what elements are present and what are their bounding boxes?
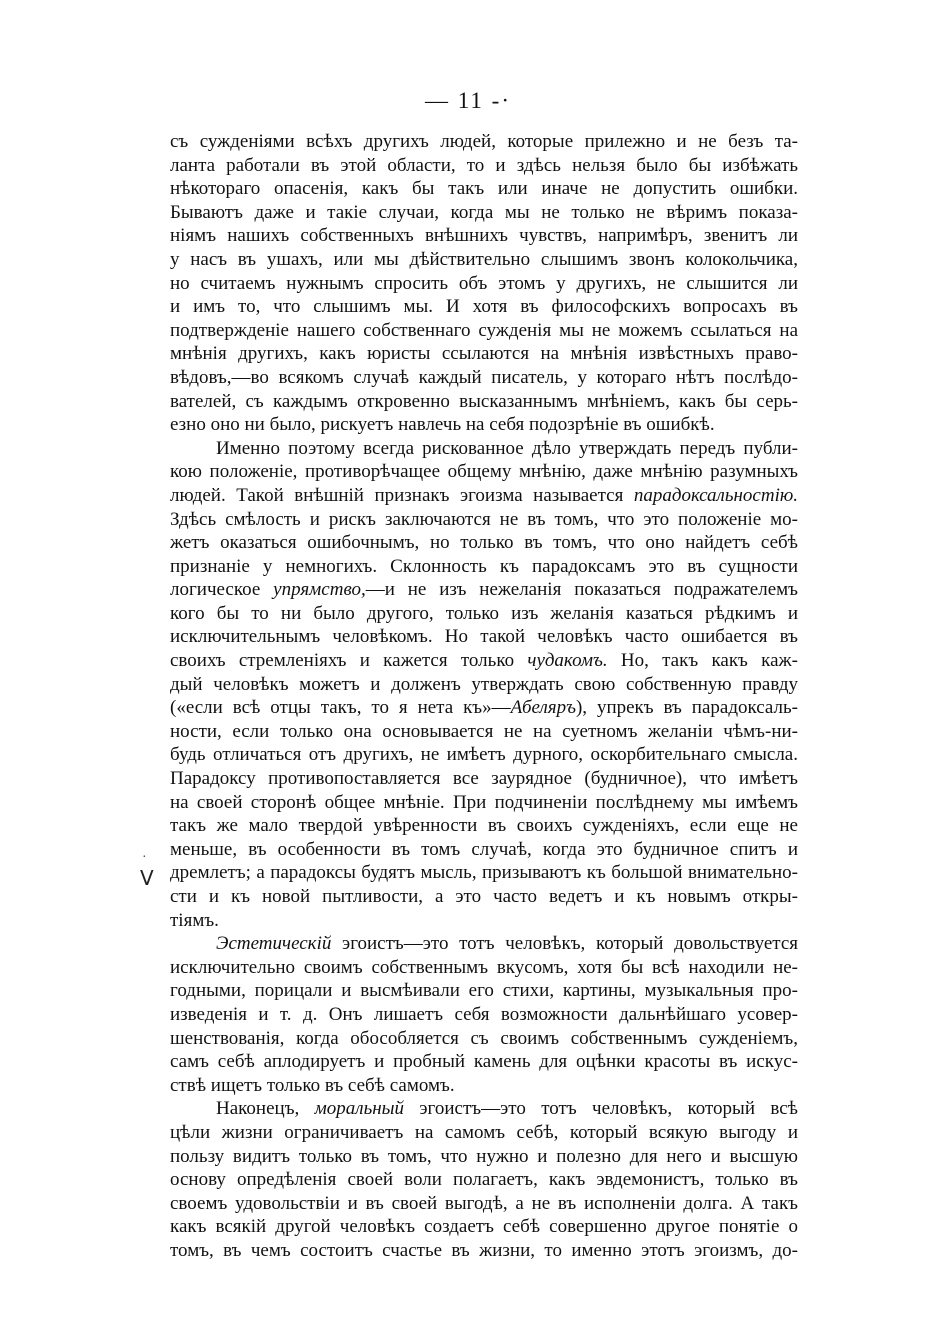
text-run: нѣкотораго опасенія, какъ бы такъ или иначе не допустить ошибки. bbox=[170, 178, 798, 200]
text-line bbox=[170, 1145, 798, 1169]
text-run: такъ же мало твердой увѣренности въ своихъ сужденіяхъ, если еще не bbox=[170, 815, 798, 837]
text-run: основу опредѣленія своей воли полагаетъ, какъ эвдемонистъ, только въ bbox=[170, 1169, 798, 1191]
margin-check-mark: V bbox=[140, 866, 154, 890]
text-line bbox=[170, 177, 798, 201]
text-line bbox=[170, 696, 798, 720]
text-run: пользу видитъ только въ томъ, что нужно и полезно для него и высшую bbox=[170, 1145, 798, 1167]
text-run: тіямъ. bbox=[170, 909, 219, 931]
text-line bbox=[170, 201, 798, 225]
text-line bbox=[170, 956, 798, 980]
text-line bbox=[170, 1215, 798, 1239]
text-run: Именно поэтому всегда рискованное дѣло утверждать передъ публи- bbox=[216, 437, 798, 459]
text-line bbox=[170, 838, 798, 862]
text-line bbox=[170, 602, 798, 626]
text-run: съ сужденіями всѣхъ другихъ людей, которые прилежно и не безъ та- bbox=[170, 131, 798, 152]
text-line bbox=[170, 885, 798, 909]
text-line bbox=[170, 1074, 798, 1098]
margin-dot: · bbox=[142, 850, 147, 865]
text-line bbox=[170, 1027, 798, 1051]
text-line bbox=[170, 224, 798, 248]
text-line bbox=[170, 154, 798, 178]
text-run: ), упрекъ въ парадоксаль- bbox=[575, 697, 798, 719]
text-run: езно оно ни было, рискуетъ навлечь на себя подозрѣніе въ ошибкѣ. bbox=[170, 414, 715, 436]
text-line bbox=[170, 932, 798, 956]
text-run: Но, такъ какъ каж- bbox=[607, 650, 798, 672]
text-line bbox=[170, 791, 798, 815]
text-line bbox=[170, 979, 798, 1003]
italic-term: Эстетическій bbox=[216, 933, 332, 955]
text-run: кого бы то ни было другого, только изъ желанія казаться рѣдкимъ и bbox=[170, 602, 798, 624]
italic-term: Абеляръ bbox=[510, 697, 576, 719]
text-line bbox=[170, 366, 798, 390]
text-run: —и не изъ нежеланія показаться подражателемъ bbox=[365, 579, 798, 601]
text-run: своемъ удовольствіи и въ своей выгодѣ, а не въ исполненіи долга. А такъ bbox=[170, 1192, 798, 1214]
text-line bbox=[170, 272, 798, 296]
text-run: томъ, въ чемъ состоитъ счастье въ жизни, то именно этотъ эгоизмъ, до- bbox=[170, 1239, 798, 1261]
text-run: какъ всякій другой человѣкъ создаетъ себѣ совершенно другое понятіе о bbox=[170, 1216, 798, 1238]
text-line bbox=[170, 814, 798, 838]
text-run: будь отличаться отъ другихъ, не имѣетъ дурного, оскорбительнаго смысла. bbox=[170, 744, 798, 766]
text-run: Наконецъ, bbox=[216, 1098, 315, 1120]
text-line bbox=[170, 649, 798, 673]
text-line bbox=[170, 460, 798, 484]
text-run: эгоистъ—это тотъ человѣкъ, который довольствуется bbox=[331, 933, 798, 955]
text-run: дремлетъ; а парадоксы будятъ мысль, призываютъ къ большой внимательно- bbox=[170, 862, 798, 884]
text-line bbox=[170, 248, 798, 272]
text-line bbox=[170, 861, 798, 885]
text-run: и имъ то, что слышимъ мы. И хотя въ философскихъ вопросахъ въ bbox=[170, 296, 798, 318]
text-run: ланта работали въ этой области, то и здѣсь нельзя было бы избѣжать bbox=[170, 154, 798, 176]
text-line bbox=[170, 1097, 798, 1121]
text-line bbox=[170, 508, 798, 532]
text-run: изведенія и т. д. Онъ лишаетъ себя возможности дальнѣйшаго усовер- bbox=[170, 1003, 798, 1025]
text-line bbox=[170, 437, 798, 461]
text-line bbox=[170, 743, 798, 767]
text-run: ніямъ нашихъ собственныхъ внѣшнихъ чувствъ, напримѣръ, звенитъ ли bbox=[170, 225, 798, 247]
text-run: исключительно своимъ собственнымъ вкусомъ, хотя бы всѣ находили не- bbox=[170, 956, 798, 978]
text-run: Здѣсь смѣлость и рискъ заключаются не въ томъ, что это положеніе мо- bbox=[170, 508, 798, 530]
text-run: сти и къ новой пытливости, а это часто ведетъ и къ новымъ откры- bbox=[170, 886, 798, 907]
text-line bbox=[170, 1192, 798, 1216]
text-run: на своей сторонѣ общее мнѣніе. При подчиненіи послѣднему мы имѣемъ bbox=[170, 791, 798, 813]
text-run: самъ себѣ аплодируетъ и пробный камень для оцѣнки красоты въ искус- bbox=[170, 1051, 798, 1073]
text-run: своихъ стремленіяхъ и кажется только bbox=[170, 650, 528, 672]
text-run: шенствованія, когда обособляется съ своимъ собственнымъ сужденіемъ, bbox=[170, 1027, 798, 1049]
text-line bbox=[170, 319, 798, 343]
italic-term: моральный bbox=[314, 1098, 405, 1120]
text-run: у насъ въ ушахъ, или мы дѣйствительно слышимъ звонъ колокольчика, bbox=[170, 248, 798, 270]
text-run: исключительнымъ человѣкомъ. Но такой человѣкъ часто ошибается въ bbox=[170, 626, 798, 648]
text-line bbox=[170, 413, 798, 437]
text-line bbox=[170, 295, 798, 319]
page-number: — 11 -· bbox=[425, 88, 511, 113]
text-run: годными, порицали и высмѣивали его стихи, картины, музыкальныя про- bbox=[170, 980, 798, 1002]
text-run: вѣдовъ,—во всякомъ случаѣ каждый писатель, у котораго нѣтъ послѣдо- bbox=[170, 366, 798, 388]
text-line bbox=[170, 1168, 798, 1192]
text-run: но считаемъ нужнымъ спросить объ этомъ у другихъ, не слышится ли bbox=[170, 272, 798, 294]
text-run: признаніе у немногихъ. Склонность къ парадоксамъ это въ сущности bbox=[170, 555, 798, 577]
text-run: кою положеніе, противорѣчащее общему мнѣнію, даже мнѣнію разумныхъ bbox=[170, 461, 798, 483]
text-line bbox=[170, 484, 798, 508]
text-line bbox=[170, 673, 798, 697]
text-line bbox=[170, 1239, 798, 1263]
text-run: Бываютъ даже и такіе случаи, когда мы не только не вѣримъ показа- bbox=[170, 201, 798, 223]
text-run: мнѣнія другихъ, какъ юристы ссылаются на мнѣнія извѣстныхъ право- bbox=[170, 343, 798, 365]
text-line bbox=[170, 909, 798, 933]
text-line bbox=[170, 1050, 798, 1074]
text-line bbox=[170, 342, 798, 366]
text-run: подтвержденіе нашего собственнаго сужденія мы не можемъ ссылаться на bbox=[170, 319, 798, 341]
italic-term: чудакомъ. bbox=[527, 650, 608, 672]
text-run: жетъ оказаться ошибочнымъ, но только въ томъ, что оно найдетъ себѣ bbox=[170, 532, 798, 554]
text-run: эгоистъ—это тотъ человѣкъ, который всѣ bbox=[404, 1098, 798, 1120]
text-line bbox=[170, 625, 798, 649]
text-line bbox=[170, 578, 798, 602]
text-line bbox=[170, 1121, 798, 1145]
text-line bbox=[170, 720, 798, 744]
text-line bbox=[170, 531, 798, 555]
italic-term: парадоксальностію. bbox=[633, 484, 798, 506]
text-run: логическое bbox=[170, 579, 274, 601]
text-line bbox=[170, 390, 798, 414]
text-run: ствѣ ищетъ только въ себѣ самомъ. bbox=[170, 1074, 455, 1096]
text-run: («если всѣ отцы такъ, то я нета къ»— bbox=[170, 697, 511, 719]
text-line bbox=[170, 1003, 798, 1027]
text-line bbox=[170, 767, 798, 791]
text-line bbox=[170, 555, 798, 579]
text-run: Парадоксу противопоставляется все заурядное (будничное), что имѣетъ bbox=[170, 768, 798, 790]
body-text bbox=[170, 130, 798, 1263]
text-run: вателей, съ каждымъ откровенно высказаннымъ мнѣніемъ, какъ бы серь- bbox=[170, 390, 798, 412]
text-run: меньше, въ особенности въ томъ случаѣ, когда это будничное спитъ и bbox=[170, 838, 798, 860]
text-run: цѣли жизни ограничиваетъ на самомъ себѣ, который всякую выгоду и bbox=[170, 1121, 798, 1143]
italic-term: упрямство, bbox=[273, 579, 366, 601]
text-run: людей. Такой внѣшній признакъ эгоизма называется bbox=[170, 484, 634, 506]
text-run: дый человѣкъ можетъ и долженъ утверждать свою собственную правду bbox=[170, 673, 798, 695]
text-run: ности, если только она основывается не на суетномъ желаніи чѣмъ-ни- bbox=[170, 720, 798, 742]
text-line bbox=[170, 130, 798, 154]
